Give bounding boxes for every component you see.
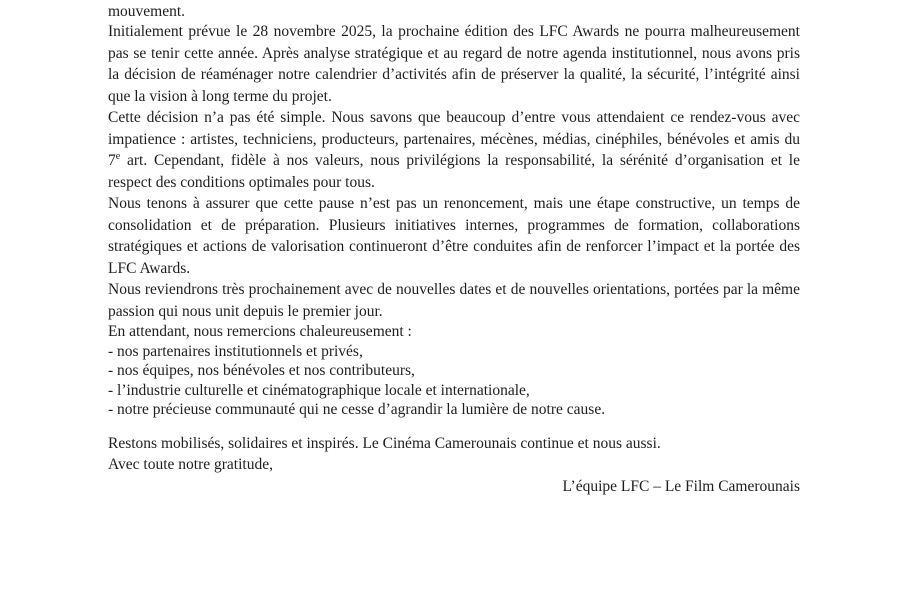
paragraph-postponement: Initialement prévue le 28 novembre 2025, la prochaine édition des LFC Awards ne pourra malheureusement pas se tenir cette année. Après analyse stratégique et au regard de notre agenda institutionnel, nous avons pris la décision de réaménager notre calendrier d’activités afin de préserver la qualité, la sécurité, l’intégrité ainsi que la vision à long terme du projet.	[108, 23, 800, 105]
thanks-item-community: - notre précieuse communauté qui ne cesse d’agrandir la lumière de notre cause.	[108, 401, 606, 418]
paragraph-comeback: Nous reviendrons très prochainement avec de nouvelles dates et de nouvelles orientations, portées par la même passion qui nous unit depuis le premier jour.	[108, 281, 800, 320]
paragraph-opening-fragment: mouvement.	[108, 3, 186, 20]
signature-line: L’équipe LFC – Le Film Camerounais	[562, 477, 800, 495]
paragraph-decision-text-before: Cette décision n’a pas été simple. Nous savons que beaucoup d’entre vous attendaient ce rendez-vous avec impatience : artistes, techniciens, producteurs, partenaires, mécènes, médias, cinéphiles, bénévoles et amis du 7	[108, 109, 800, 169]
paragraph-decision	[108, 107, 800, 193]
thanks-intro: En attendant, nous remercions chaleureusement :	[108, 323, 412, 340]
paragraph-decision-text-after: art. Cependant, fidèle à nos valeurs, nous privilégions la responsabilité, la sérénité d’organisation et le respect des conditions optimales pour tous.	[108, 152, 800, 191]
thanks-item-industry: - l’industrie culturelle et cinématographique locale et internationale,	[108, 381, 530, 399]
thanks-item-partners: - nos partenaires institutionnels et privés,	[108, 342, 363, 360]
closing-line: Restons mobilisés, solidaires et inspirés. Le Cinéma Camerounais continue et nous aussi.	[108, 434, 661, 452]
gratitude-line: Avec toute notre gratitude,	[108, 456, 273, 473]
paragraph-reassurance: Nous tenons à assurer que cette pause n’est pas un renoncement, mais une étape constructive, un temps de consolidation et de préparation. Plusieurs initiatives internes, programmes de formation, collaborations stratégiques et actions de valorisation continueront d’être conduites afin de renforcer l’impact et la portée des LFC Awards.	[108, 195, 800, 277]
thanks-block	[108, 322, 800, 420]
superscript-e: e	[115, 150, 121, 162]
thanks-item-teams: - nos équipes, nos bénévoles et nos contributeurs,	[108, 362, 415, 379]
